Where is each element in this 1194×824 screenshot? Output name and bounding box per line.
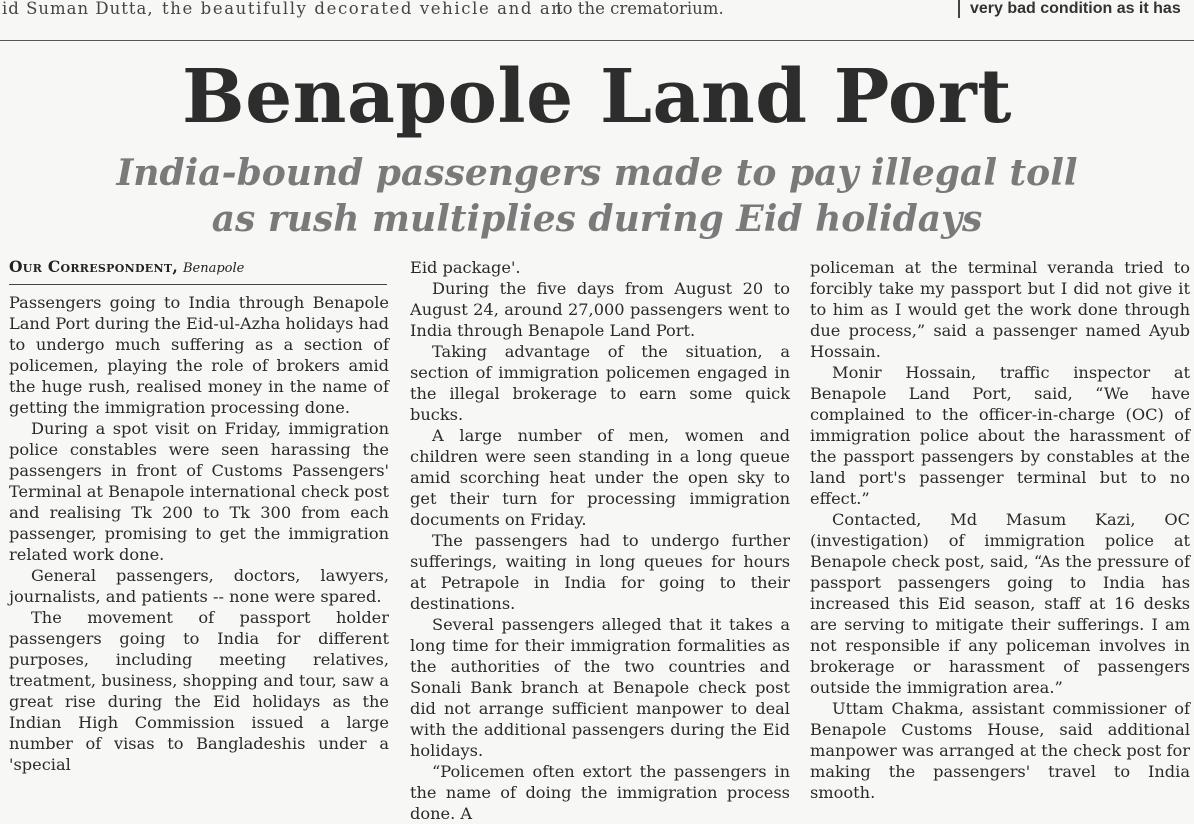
paragraph: A large number of men, women and children were seen standing in a long queue amid scorching heat under the open sky to get their turn for processing immigration documents on Friday. bbox=[410, 426, 790, 529]
adjacent-headline-fragment: very bad condition as it has bbox=[958, 0, 1181, 18]
paragraph: During the five days from August 20 to August 24, around 27,000 passengers went to India through Benapole Land Port. bbox=[410, 279, 790, 340]
byline-author: Our Correspondent, bbox=[9, 257, 179, 276]
section-divider bbox=[0, 40, 1194, 41]
paragraph: Uttam Chakma, assistant commissioner of Benapole Customs House, said additional manpower was arranged at the check post for making the passengers' travel to India smooth. bbox=[810, 699, 1190, 802]
paragraph: Taking advantage of the situation, a section of immigration policemen engaged in the illegal brokerage to earn some quick bucks. bbox=[410, 342, 790, 424]
paragraph: policeman at the terminal veranda tried to forcibly take my passport but I did not give it to him as I would get the work done through due process,” said a passenger named Ayub Hossain. bbox=[810, 258, 1190, 361]
adjacent-articles-strip bbox=[0, 0, 1194, 22]
headline: Benapole Land Port bbox=[182, 54, 1012, 140]
paragraph: Passengers going to India through Benapole Land Port during the Eid-ul-Azha holidays had to undergo much suffering as a section of policemen, playing the role of brokers amid the huge rush, realised money in the name of getting the immigration processing done. bbox=[9, 293, 389, 417]
article-column-1 bbox=[9, 292, 389, 775]
paragraph: During a spot visit on Friday, immigration police constables were seen harassing the passengers in front of Customs Passengers' Terminal at Benapole international check post and realising Tk 200 to Tk 300 from each passenger, promising to get the immigration related work done. bbox=[9, 419, 389, 564]
paragraph: Contacted, Md Masum Kazi, OC (investigation) of immigration police at Benapole check post, said, “As the pressure of passport passengers going to India has increased this Eid season, staff at 16 desks are serving to mitigate their sufferings. I am not responsible if any policeman involves in brokerage or harassment of passengers outside the immigration area.” bbox=[810, 510, 1190, 697]
byline-place: Benapole bbox=[182, 261, 245, 276]
adjacent-fragment: to the crematorium. bbox=[556, 0, 724, 18]
subheadline: India-bound passengers made to pay illegal toll as rush multiplies during Eid holidays bbox=[116, 152, 1078, 240]
adjacent-fragment: id Suman Dutta, bbox=[2, 0, 154, 18]
adjacent-fragment: the beautifully decorated vehicle and an bbox=[162, 0, 564, 18]
paragraph: Monir Hossain, traffic inspector at Benapole Land Port, said, “We have complained to the officer-in-charge (OC) of immigration police about the harassment of the passport passengers by constables at the land port's passenger terminal but to no effect.” bbox=[810, 363, 1190, 508]
byline bbox=[9, 256, 387, 285]
paragraph: Several passengers alleged that it takes a long time for their immigration formalities as the authorities of the two countries and Sonali Bank branch at Benapole check post did not arrange sufficient manpower to deal with the additional passengers during the Eid holidays. bbox=[410, 615, 790, 760]
paragraph: “Policemen often extort the passengers in the name of doing the immigration process done. A bbox=[410, 762, 790, 823]
paragraph: The movement of passport holder passengers going to India for different purposes, including meeting relatives, treatment, business, shopping and tour, saw a great rise during the Eid holidays as the Indian High Commission issued a large number of visas to Bangladeshis under a 'special bbox=[9, 608, 389, 774]
paragraph: The passengers had to undergo further sufferings, waiting in long queues for hours at Petrapole in India for going to their destinations. bbox=[410, 531, 790, 613]
article-column-3 bbox=[810, 257, 1190, 803]
paragraph: Eid package'. bbox=[410, 258, 521, 277]
article-column-2 bbox=[410, 257, 790, 824]
paragraph: General passengers, doctors, lawyers, journalists, and patients -- none were spared. bbox=[9, 566, 389, 606]
